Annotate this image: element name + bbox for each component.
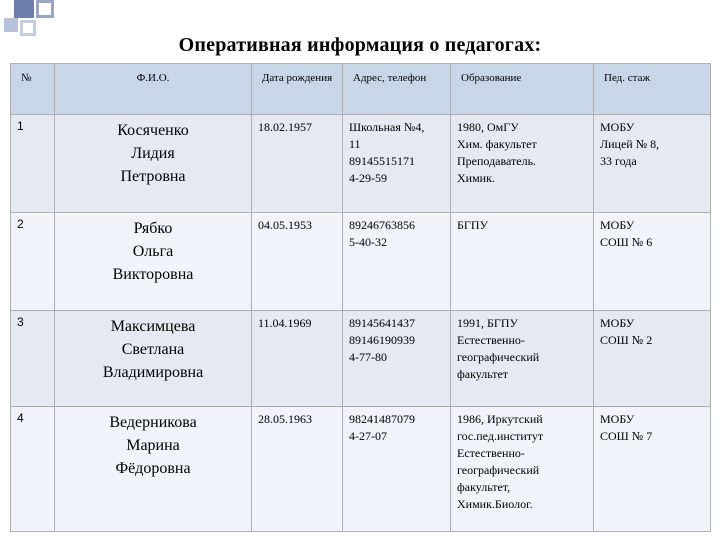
cell-name: Рябко Ольга Викторовна (55, 213, 252, 311)
page-title: Оперативная информация о педагогах: (178, 34, 542, 56)
cell-birthdate: 18.02.1957 (252, 115, 343, 213)
cell-number: 1 (11, 115, 55, 213)
cell-experience: МОБУ СОШ № 7 (594, 407, 711, 532)
cell-number: 4 (11, 407, 55, 532)
col-header-birthdate: Дата рождения (252, 64, 343, 115)
cell-experience: МОБУ Лицей № 8, 33 года (594, 115, 711, 213)
cell-education: 1991, БГПУ Естественно- географический факультет (451, 311, 594, 407)
table-header-row (11, 64, 711, 115)
cell-birthdate: 11.04.1969 (252, 311, 343, 407)
table-row (11, 407, 711, 532)
cell-address: 89145641437 89146190939 4-77-80 (343, 311, 451, 407)
col-header-name: Ф.И.О. (55, 64, 252, 115)
cell-address: 89246763856 5-40-32 (343, 213, 451, 311)
cell-address: 98241487079 4-27-07 (343, 407, 451, 532)
cell-education: БГПУ (451, 213, 594, 311)
col-header-address: Адрес, телефон (343, 64, 451, 115)
cell-name: Ведерникова Марина Фёдоровна (55, 407, 252, 532)
cell-birthdate: 04.05.1953 (252, 213, 343, 311)
cell-education: 1980, ОмГУ Хим. факультет Преподаватель. Химик. (451, 115, 594, 213)
table-row (11, 311, 711, 407)
cell-experience: МОБУ СОШ № 2 (594, 311, 711, 407)
col-header-experience: Пед. стаж (594, 64, 711, 115)
cell-experience: МОБУ СОШ № 6 (594, 213, 711, 311)
cell-name: Косяченко Лидия Петровна (55, 115, 252, 213)
cell-name: Максимцева Светлана Владимировна (55, 311, 252, 407)
teachers-table (10, 63, 711, 532)
cell-number: 3 (11, 311, 55, 407)
cell-number: 2 (11, 213, 55, 311)
table-row (11, 213, 711, 311)
cell-birthdate: 28.05.1963 (252, 407, 343, 532)
table-row (11, 115, 711, 213)
col-header-education: Образование (451, 64, 594, 115)
cell-address: Школьная №4, 11 89145515171 4-29-59 (343, 115, 451, 213)
col-header-number: № (11, 64, 55, 115)
cell-education: 1986, Иркутский гос.пед.институт Естественно- географический факультет, Химик.Биолог. (451, 407, 594, 532)
